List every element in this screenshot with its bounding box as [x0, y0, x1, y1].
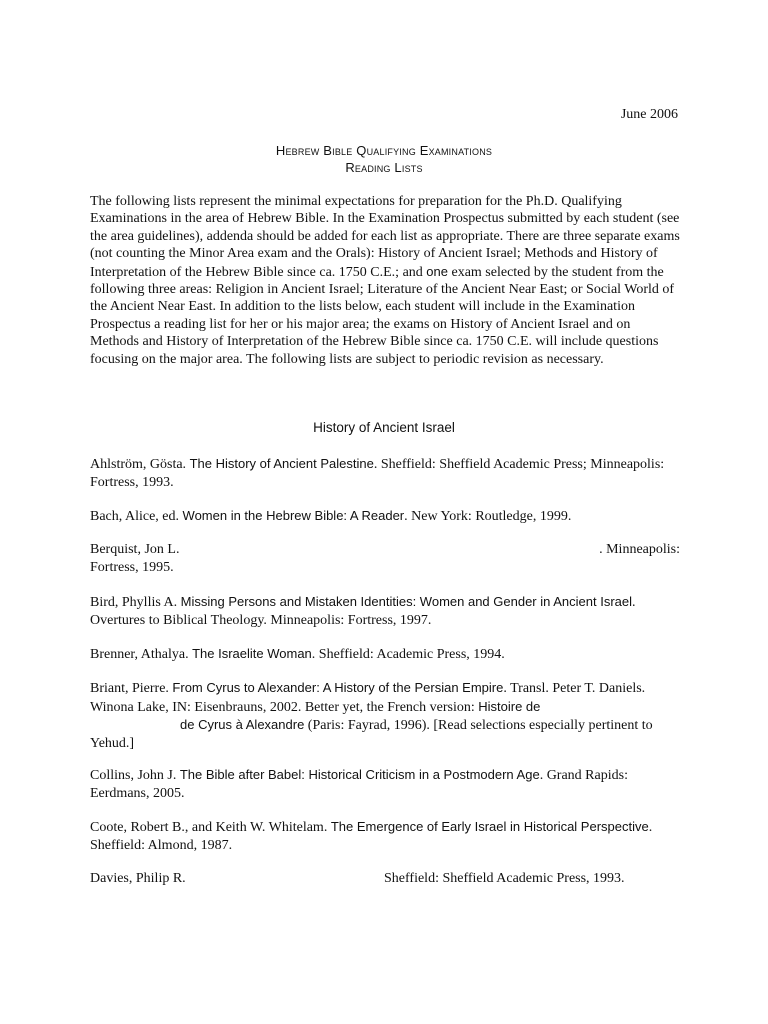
entry-right: Sheffield: Sheffield Academic Press, 1993.	[384, 871, 625, 886]
entry-right: . Minneapolis:	[599, 542, 680, 557]
entry-author: Coote, Robert B., and Keith W. Whitelam.	[90, 820, 328, 835]
entry-rest: . Sheffield: Academic Press, 1994.	[311, 647, 505, 662]
bib-entry-brenner	[90, 645, 680, 664]
bib-entry-briant	[90, 679, 680, 752]
entry-author: Collins, John J.	[90, 768, 177, 783]
intro-part-2: exam selected by the student from the following three areas: Religion in Ancient Israel; Literature of the Ancient Near East; or Social World of the Ancient Near East. In addition to the lists below, each student will include in the Examination Prospectus a reading list for her or his major area; the exams on History of Ancient Israel and on Methods and History of Interpretation of the Hebrew Bible since ca. 1750 C.E. will include questions focusing on the major area. The following lists are subject to periodic revision as necessary.	[90, 264, 675, 367]
title-line-2: Reading Lists	[345, 160, 423, 175]
document-title	[0, 142, 768, 176]
entry-title: The Emergence of Early Israel in Historical Perspective	[330, 819, 649, 834]
entry-title-2: Histoire de	[478, 698, 541, 714]
entry-rest: . Grand Rapids: Eerdmans, 2005.	[90, 768, 628, 801]
intro-part-1: The following lists represent the minimal expectations for preparation for the Ph.D. Qualifying Examinations in the area of Hebrew Bible. In the Examination Prospectus submitted by each student (see the area guidelines), addenda should be added for each list as appropriate. There are three separate exams (not counting the Minor Area exam and the Orals): History of Ancient Israel; Methods and History of Interpretation of the Hebrew Bible since ca. 1750 C.E.; and	[90, 194, 680, 280]
entry-title: Women in the Hebrew Bible: A Reader	[182, 508, 405, 523]
entry-title-3: de Cyrus à Alexandre	[180, 717, 305, 732]
entry-author: Bird, Phyllis A.	[90, 595, 178, 610]
entry-author: Ahlström, Gösta.	[90, 457, 187, 472]
entry-rest: . Transl. Peter T. Daniels. Winona Lake, IN: Eisenbrauns, 2002. Better yet, the French version:	[90, 681, 646, 715]
entry-title: The Bible after Babel: Historical Criticism in a Postmodern Age	[179, 767, 540, 782]
entry-author: Davies, Philip R.	[90, 871, 186, 886]
intro-paragraph	[90, 193, 680, 368]
entry-title: From Cyrus to Alexander: A History of the Persian Empire	[172, 680, 504, 695]
bib-entry-collins	[90, 766, 680, 802]
entry-title: The History of Ancient Palestine	[189, 456, 374, 471]
entry-author: Berquist, Jon L.	[90, 542, 180, 557]
bib-entry-bach	[90, 507, 680, 526]
entry-rest: . Sheffield: Almond, 1987.	[90, 820, 653, 853]
section-heading: History of Ancient Israel	[313, 420, 455, 435]
entry-rest: . Overtures to Biblical Theology. Minneapolis: Fortress, 1997.	[90, 595, 636, 628]
entry-author: Brenner, Athalya.	[90, 647, 189, 662]
title-line-1: Hebrew Bible Qualifying Examinations	[275, 143, 493, 158]
intro-one: one	[426, 263, 448, 279]
entry-rest: Fortress, 1995.	[90, 559, 174, 575]
entry-author: Briant, Pierre.	[90, 681, 169, 696]
bib-entry-davies	[90, 870, 680, 888]
entry-rest-2: (Paris: Fayrad, 1996). [Read selections especially pertinent to Yehud.]	[90, 718, 653, 751]
document-date: June 2006	[620, 107, 678, 122]
bib-entry-bird	[90, 593, 680, 629]
entry-title: The Israelite Woman	[192, 646, 312, 661]
entry-rest: . Sheffield: Sheffield Academic Press; Minneapolis: Fortress, 1993.	[90, 457, 665, 490]
bib-entry-ahlstrom	[90, 455, 680, 491]
entry-title: Missing Persons and Mistaken Identities: Women and Gender in Ancient Israel	[180, 594, 633, 609]
entry-author: Bach, Alice, ed.	[90, 509, 180, 524]
entry-rest: . New York: Routledge, 1999.	[404, 509, 572, 524]
bib-entry-berquist	[90, 541, 680, 576]
bib-entry-coote	[90, 818, 680, 854]
